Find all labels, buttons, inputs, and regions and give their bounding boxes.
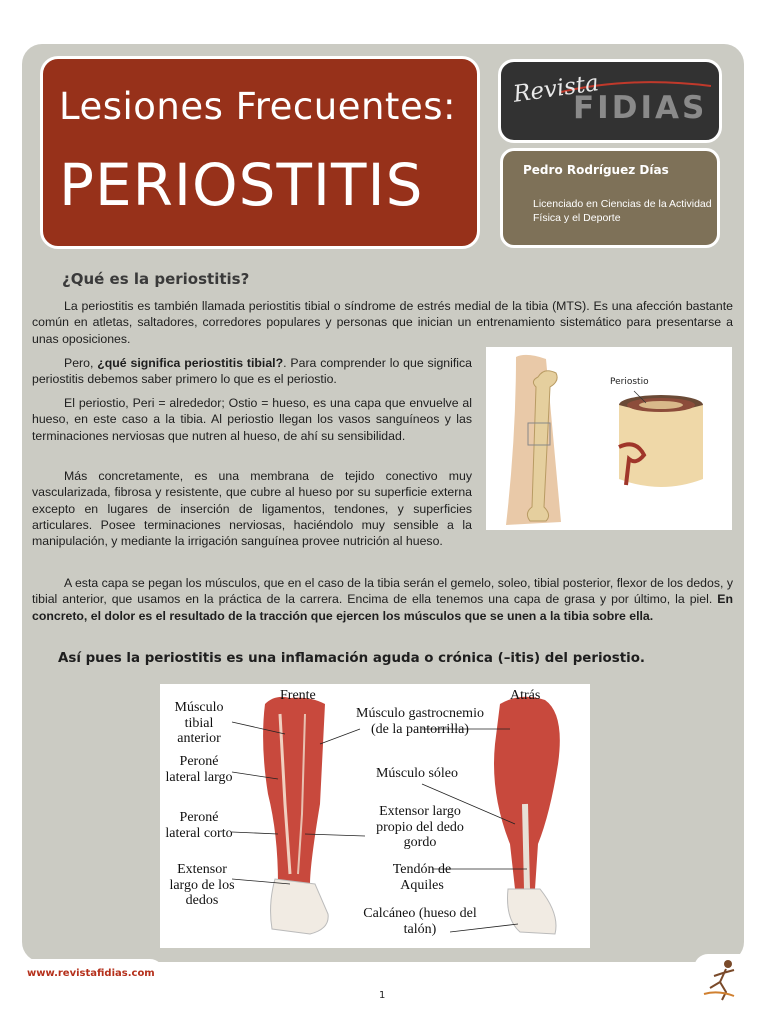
footer-url-link[interactable]: www.revistafidias.com (27, 968, 155, 979)
label-calcaneus: Calcáneo (hueso del talón) (363, 906, 477, 937)
summary-statement: Así pues la periostitis es una inflamación aguda o crónica (–itis) del periostio. (58, 651, 645, 666)
page-number: 1 (379, 990, 386, 1001)
paragraph-intro: La periostitis es también llamada periostitis tibial o síndrome de estrés medial de la tibia (MTS). Es una afección bastante común en atletas, saltadores, corredores populares y personas que inician un entrenamiento sistemático para presentarse a unas oposiciones. (32, 299, 733, 346)
leg-muscles-diagram (160, 684, 590, 948)
periosteum-illustration (486, 347, 732, 530)
section-title: ¿Qué es la periostitis? (62, 270, 250, 288)
runner-icon (694, 954, 748, 1004)
label-soleus: Músculo sóleo (375, 766, 459, 781)
label-extensor-digitorum: Extensor largo de los dedos (169, 862, 235, 908)
label-peroneus-brevis: Peroné lateral corto (165, 810, 233, 841)
paragraph-membrane: Más concretamente, es una membrana de tejido conectivo muy vascularizada, fibrosa y resistente, que cubre al hueso por su superficie externa excepto en lugares de inserción de ligamentos, tendones, y superficies articulares. Posee terminaciones nerviosas, haciéndolo muy sensible a la manipulación, y mediante la irrigación sanguínea provee nutrición al hueso. (32, 469, 472, 549)
logo-script-text: Revista (511, 70, 601, 108)
title-banner (40, 56, 480, 249)
footer-runner-tab (694, 954, 748, 1004)
author-name: Pedro Rodríguez Días (523, 163, 669, 177)
label-extensor-hallucis: Extensor largo propio del dedo gordo (376, 804, 464, 850)
paragraph-muscles: A esta capa se pegan los músculos, que en el caso de la tibia serán el gemelo, soleo, tibial posterior, flexor de los dedos, y tibial anterior, que usamos en la práctica de la carrera. Encima de ella tenemos una capa de grasa y por último, la piel. En concreto, el dolor es el resultado de la tracción que ejercen los músculos que se unen a la tibia sobre ella. (32, 576, 733, 623)
magazine-logo (498, 59, 722, 143)
front-title: Frente (280, 688, 316, 703)
author-role: Licenciado en Ciencias de la Actividad Física y el Deporte (533, 198, 712, 224)
periosteum-label: Periostio (610, 377, 649, 387)
title-line-2: PERIOSTITIS (59, 151, 424, 219)
label-tibial-anterior: Músculo tibial anterior (174, 700, 224, 746)
label-gastrocnemius: Músculo gastrocnemio (de la pantorrilla) (356, 706, 484, 737)
label-peroneus-longus: Peroné lateral largo (165, 754, 233, 785)
title-line-1: Lesiones Frecuentes: (59, 85, 456, 128)
back-title: Atrás (510, 688, 541, 703)
paragraph-periostio: El periostio, Peri = alrededor; Ostio = hueso, es una capa que envuelve al hueso, en este caso a la tibia. Al periostio llegan los vasos sanguíneos y las terminaciones nerviosas que nutren al hueso, de ahí su sensibilidad. (32, 396, 472, 443)
paragraph-question: Pero, ¿qué significa periostitis tibial?. Para comprender lo que significa periostitis debemos saber primero lo que es el periostio. (32, 356, 472, 387)
label-achilles-tendon: Tendón de Aquiles (392, 862, 452, 893)
logo-brand-text: FIDIAS (573, 90, 708, 126)
author-card (500, 148, 720, 248)
bone-illustration-icon (486, 347, 732, 530)
